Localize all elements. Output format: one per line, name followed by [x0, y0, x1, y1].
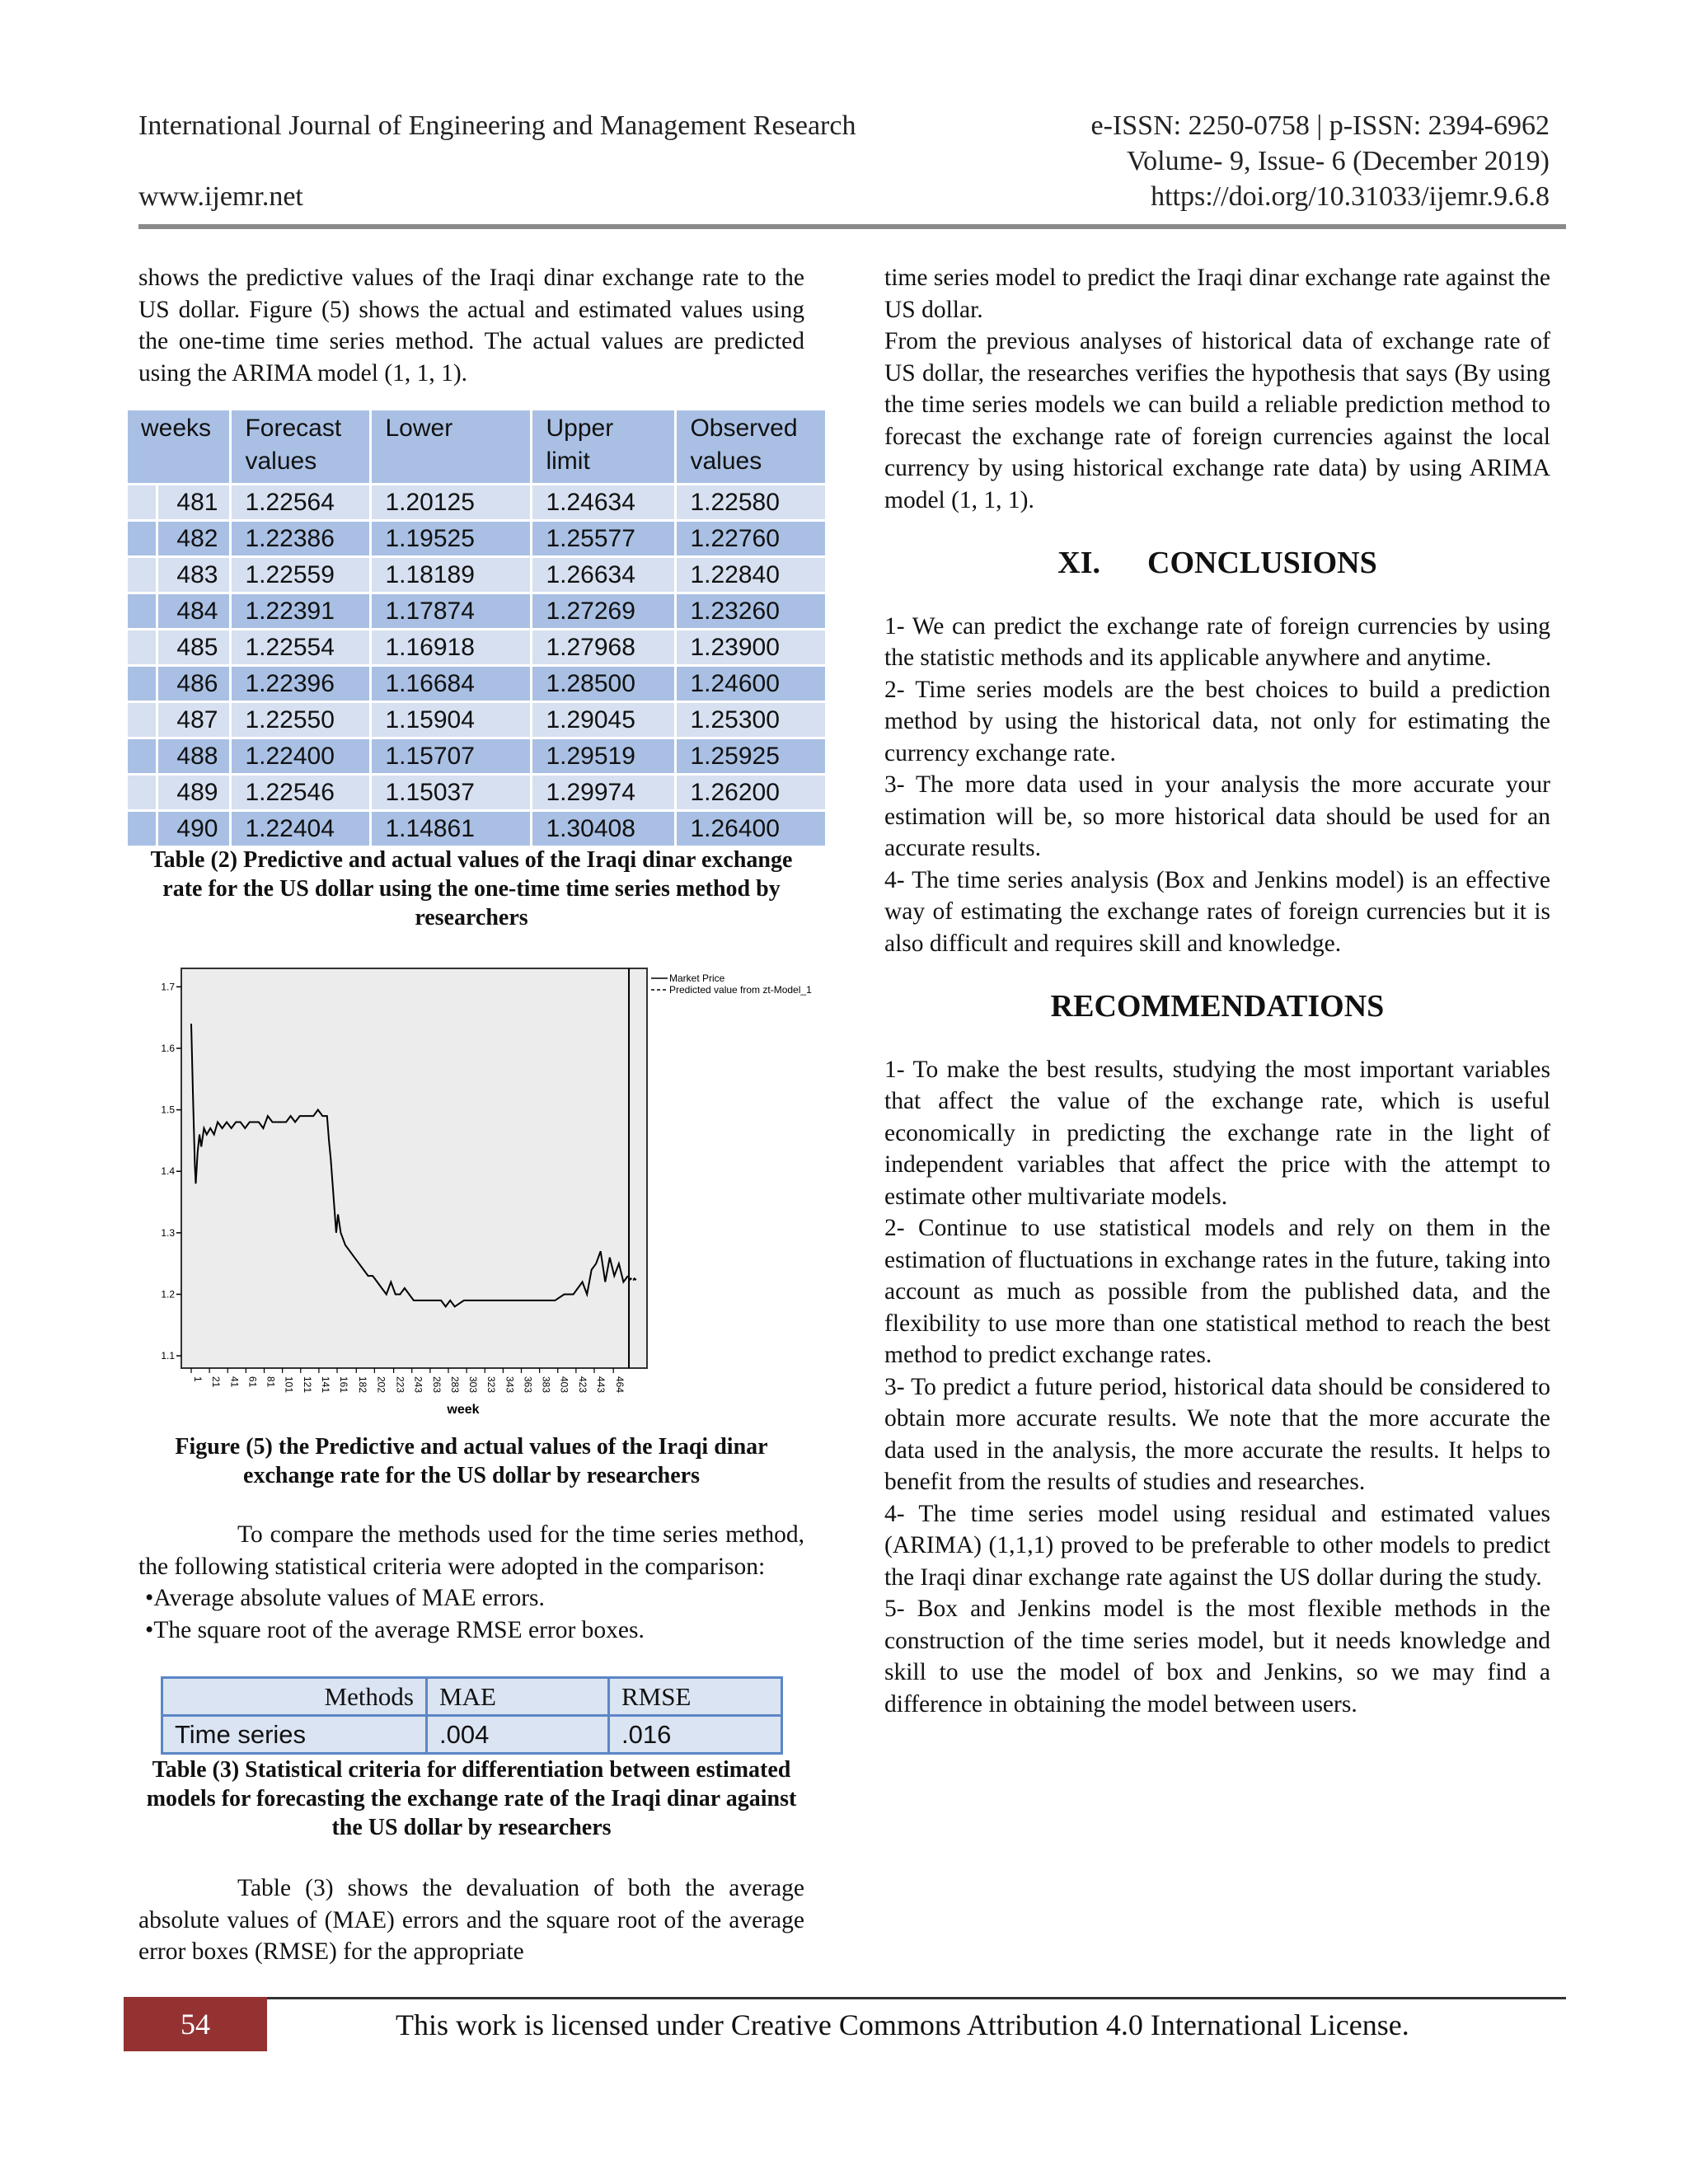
website-link[interactable]: www.ijemr.net — [138, 181, 303, 212]
legend-pred-label — [669, 984, 812, 996]
row-spacer — [127, 557, 157, 593]
x-tick-label: 41 — [228, 1376, 241, 1388]
criteria-col-methods: Methods — [162, 1678, 427, 1716]
cell-forecast: 1.22400 — [231, 738, 371, 775]
recommendation-4: 4- The time series model using residual and estimated values (ARIMA) (1,1,1) proved to be preferable to other models to predict the Iraqi dinar exchange rate against the US dollar during the study. — [884, 1500, 1550, 1591]
cell-lower: 1.16684 — [371, 666, 532, 702]
right-p1: time series model to predict the Iraqi dinar exchange rate against the US dollar. — [884, 265, 1550, 323]
recommendation-2: 2- Continue to use statistical models and rely on them in the estimation of fluctuations in exchange rates in the future, taking into account as much as possible from the published data, and the flexibility to use more than one statistical method to reach the best method to predict exchange rates. — [884, 1215, 1550, 1368]
cell-week: 483 — [157, 557, 231, 593]
page-number: 54 — [124, 1997, 267, 2051]
license-text: This work is licensed under Creative Commons Attribution 4.0 International License. — [396, 2008, 1409, 2041]
cell-lower: 1.17874 — [371, 593, 532, 630]
cell-upper: 1.29519 — [532, 738, 676, 775]
cell-forecast: 1.22386 — [231, 521, 371, 557]
x-tick-label: 423 — [576, 1376, 588, 1394]
row-spacer — [127, 630, 157, 666]
x-tick-label: 1 — [192, 1376, 204, 1382]
criteria-col-rmse: RMSE — [609, 1678, 782, 1716]
y-tick-label: 1.6 — [161, 1043, 175, 1054]
cell-week: 486 — [157, 666, 231, 702]
legend — [651, 972, 812, 996]
header-rule — [138, 224, 1566, 229]
conclusion-2: 2- Time series models are the best choices to build a prediction method by using the historical data, not only for estimating the currency exchange rate. — [884, 676, 1550, 766]
recommendation-5: 5- Box and Jenkins model is the most flexible methods in the construction of the time series model, but it needs knowledge and skill to use the model of box and Jenkins, so we may find a difference in obtaining the model between users. — [884, 1596, 1550, 1718]
cell-lower: 1.15904 — [371, 702, 532, 738]
y-tick-label: 1.1 — [161, 1350, 175, 1362]
table-row — [127, 557, 827, 593]
col-forecast: Forecast values — [231, 410, 371, 485]
table3-caption: Table (3) Statistical criteria for differentiation between estimated models for forecasting the exchange rate of the Iraqi dinar against the US dollar by researchers — [146, 1757, 797, 1840]
cell-week: 489 — [157, 775, 231, 811]
right-p2: From the previous analyses of historical data of exchange rate of US dollar, the researches verifies the hypothesis that says (By using the time series models we can build a reliable prediction method to forecast the exchange rate of foreign currencies against the local currency by using historical exchange rate data) by using ARIMA model (1, 1, 1). — [884, 328, 1550, 513]
criteria-rmse: .016 — [609, 1716, 782, 1754]
conclusion-1: 1- We can predict the exchange rate of foreign currencies by using the statistic methods and its applicable anywhere and anytime. — [884, 612, 1550, 671]
figure5-caption: Figure (5) the Predictive and actual values of the Iraqi dinar exchange rate for the US dollar by researchers — [175, 1434, 768, 1488]
conclusions-title: XI. CONCLUSIONS — [1057, 546, 1377, 580]
cell-forecast: 1.22550 — [231, 702, 371, 738]
y-tick-label: 1.3 — [161, 1226, 175, 1239]
legend-market-label: Market Price — [669, 972, 725, 984]
cell-week: 488 — [157, 738, 231, 775]
cell-week: 485 — [157, 630, 231, 666]
x-tick-label: 363 — [522, 1376, 534, 1394]
right-column — [884, 262, 1550, 1720]
cell-lower: 1.19525 — [371, 521, 532, 557]
cell-forecast: 1.22554 — [231, 630, 371, 666]
row-spacer — [127, 775, 157, 811]
intro-paragraph: shows the predictive values of the Iraqi dinar exchange rate to the US dollar. Figure (5) shows the actual and estimated values using the one-time time series method. The actual values are predicted using the ARIMA model (1, 1, 1). — [138, 265, 804, 387]
row-spacer — [127, 811, 157, 847]
cell-observed: 1.23260 — [676, 593, 827, 630]
y-axis — [161, 981, 181, 1361]
criteria-table — [161, 1676, 783, 1755]
row-spacer — [127, 738, 157, 775]
table-body — [127, 485, 827, 847]
cell-forecast: 1.22559 — [231, 557, 371, 593]
cell-forecast: 1.22546 — [231, 775, 371, 811]
cell-lower: 1.14861 — [371, 811, 532, 847]
x-tick-label: 182 — [357, 1376, 369, 1394]
doi-link[interactable]: https://doi.org/10.31033/ijemr.9.6.8 — [1151, 181, 1550, 212]
cell-lower: 1.15707 — [371, 738, 532, 775]
table-row — [127, 811, 827, 847]
cell-forecast: 1.22564 — [231, 485, 371, 521]
cell-week: 482 — [157, 521, 231, 557]
cell-forecast: 1.22396 — [231, 666, 371, 702]
x-axis-label: week — [447, 1403, 480, 1417]
x-tick-label: 323 — [485, 1376, 498, 1394]
cell-upper: 1.24634 — [532, 485, 676, 521]
exchange-rate-chart — [132, 956, 824, 1418]
y-tick-label: 1.7 — [161, 981, 175, 993]
left-column — [138, 262, 804, 389]
x-tick-label: 223 — [394, 1376, 406, 1394]
table2-caption: Table (2) Predictive and actual values of the Iraqi dinar exchange rate for the US dollar using the one-time time series method by researchers — [150, 847, 793, 930]
x-tick-label: 403 — [558, 1376, 570, 1394]
x-tick-label: 121 — [301, 1376, 313, 1394]
criteria-header-row — [162, 1678, 782, 1716]
forecast-table — [125, 408, 828, 848]
cell-week: 484 — [157, 593, 231, 630]
x-tick-label: 464 — [614, 1376, 626, 1394]
x-tick-label: 263 — [430, 1376, 443, 1394]
y-tick-label: 1.5 — [161, 1104, 175, 1116]
compare-intro: To compare the methods used for the time series method, the following statistical criteria were adopted in the comparison: — [138, 1521, 804, 1580]
compare-section — [138, 1519, 804, 1646]
col-weeks: weeks — [127, 410, 231, 485]
cell-observed: 1.22840 — [676, 557, 827, 593]
closing-paragraph: Table (3) shows the devaluation of both the average absolute values of (MAE) errors and the square root of the average error boxes (RMSE) for the appropriate — [138, 1875, 804, 1965]
row-spacer — [127, 485, 157, 521]
conclusion-4: 4- The time series analysis (Box and Jenkins model) is an effective way of estimating the exchange rates of foreign currencies but it is also difficult and requires skill and knowledge. — [884, 866, 1550, 957]
recommendation-3: 3- To predict a future period, historical data should be considered to obtain more accurate results. We note that the more accurate the data used in the analysis, the more accurate the results. It helps to benefit from the results of studies and researches. — [884, 1373, 1550, 1495]
bullet-mae: •Average absolute values of MAE errors. — [145, 1585, 545, 1611]
x-tick-label: 21 — [210, 1376, 223, 1388]
recommendations-title: RECOMMENDATIONS — [1050, 989, 1385, 1024]
x-tick-label: 61 — [246, 1376, 259, 1388]
x-tick-label: 141 — [319, 1376, 331, 1394]
volume-line: Volume- 9, Issue- 6 (December 2019) — [1126, 146, 1550, 176]
row-spacer — [127, 702, 157, 738]
cell-forecast: 1.22404 — [231, 811, 371, 847]
x-tick-label: 383 — [540, 1376, 552, 1394]
cell-lower: 1.20125 — [371, 485, 532, 521]
cell-forecast: 1.22391 — [231, 593, 371, 630]
cell-observed: 1.26200 — [676, 775, 827, 811]
cell-week: 487 — [157, 702, 231, 738]
x-tick-label: 343 — [504, 1376, 516, 1394]
cell-observed: 1.22760 — [676, 521, 827, 557]
col-observed: Observed values — [676, 410, 827, 485]
issn-line: e-ISSN: 2250-0758 | p-ISSN: 2394-6962 — [1090, 110, 1550, 141]
criteria-mae: .004 — [427, 1716, 609, 1754]
plot-area — [181, 968, 647, 1368]
cell-upper: 1.26634 — [532, 557, 676, 593]
cell-lower: 1.15037 — [371, 775, 532, 811]
bullet-rmse: •The square root of the average RMSE error boxes. — [145, 1616, 645, 1643]
x-tick-label: 161 — [338, 1376, 350, 1394]
x-tick-label: 101 — [283, 1376, 295, 1394]
table-row — [127, 593, 827, 630]
cell-observed: 1.24600 — [676, 666, 827, 702]
row-spacer — [127, 521, 157, 557]
table-row — [127, 702, 827, 738]
journal-title: International Journal of Engineering and Management Research — [138, 110, 856, 141]
recommendation-1: 1- To make the best results, studying the most important variables that affect the value of the exchange rate, which is useful economically in predicting the exchange rate in the light of independent variables that affect the price with the attempt to estimate other multivariate models. — [884, 1056, 1550, 1210]
col-lower: Lower — [371, 410, 532, 485]
y-tick-label: 1.4 — [161, 1165, 175, 1178]
table-row — [127, 738, 827, 775]
row-spacer — [127, 666, 157, 702]
closing-section — [138, 1872, 804, 1968]
x-axis — [191, 1368, 626, 1393]
footer-rule — [267, 1997, 1566, 1999]
cell-week: 490 — [157, 811, 231, 847]
criteria-col-mae: MAE — [427, 1678, 609, 1716]
x-tick-label: 202 — [375, 1376, 387, 1394]
cell-observed: 1.25925 — [676, 738, 827, 775]
cell-observed: 1.22580 — [676, 485, 827, 521]
cell-upper: 1.29045 — [532, 702, 676, 738]
x-tick-label: 81 — [265, 1376, 277, 1388]
cell-lower: 1.18189 — [371, 557, 532, 593]
cell-upper: 1.29974 — [532, 775, 676, 811]
table-row — [127, 485, 827, 521]
table-row — [127, 630, 827, 666]
table-row — [127, 775, 827, 811]
criteria-method: Time series — [162, 1716, 427, 1754]
cell-upper: 1.28500 — [532, 666, 676, 702]
cell-observed: 1.26400 — [676, 811, 827, 847]
legend-pred-text: Predicted value from zt-Model_1 — [669, 984, 812, 996]
x-tick-label: 283 — [448, 1376, 461, 1394]
cell-upper: 1.25577 — [532, 521, 676, 557]
cell-observed: 1.23900 — [676, 630, 827, 666]
y-tick-label: 1.2 — [161, 1288, 175, 1301]
cell-week: 481 — [157, 485, 231, 521]
row-spacer — [127, 593, 157, 630]
cell-upper: 1.30408 — [532, 811, 676, 847]
table-header-row — [127, 410, 827, 485]
table-row — [127, 666, 827, 702]
cell-upper: 1.27968 — [532, 630, 676, 666]
cell-upper: 1.27269 — [532, 593, 676, 630]
cell-lower: 1.16918 — [371, 630, 532, 666]
x-tick-label: 303 — [467, 1376, 480, 1394]
conclusion-3: 3- The more data used in your analysis the more accurate your estimation will be, so more historical data should be used for an accurate results. — [884, 771, 1550, 861]
x-tick-label: 443 — [595, 1376, 607, 1394]
table-row — [127, 521, 827, 557]
col-upper: Upper limit — [532, 410, 676, 485]
cell-observed: 1.25300 — [676, 702, 827, 738]
criteria-row — [162, 1716, 782, 1754]
x-tick-label: 243 — [412, 1376, 424, 1394]
